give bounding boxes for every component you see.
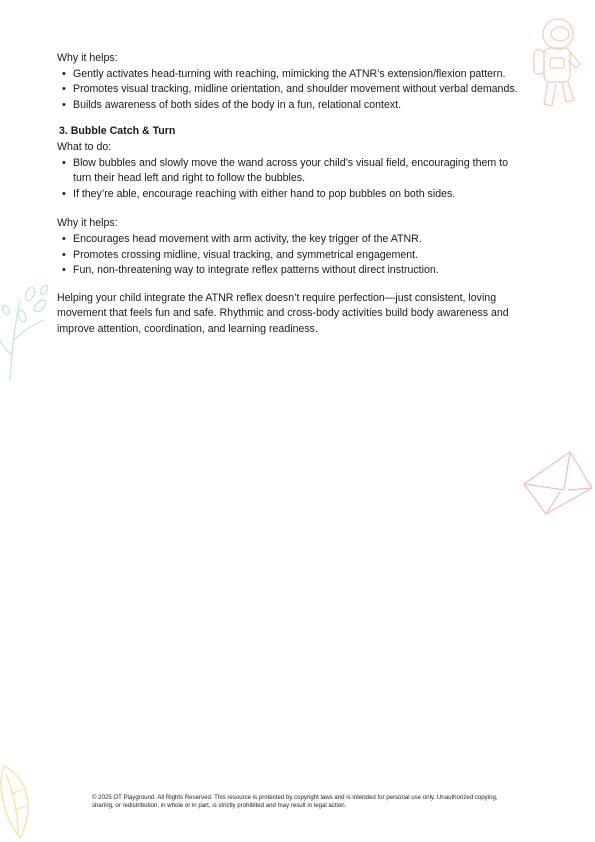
list-item: • If they’re able, encourage reaching with either hand to pop bubbles on both sides. [57,187,527,203]
why-it-helps-list [57,67,527,114]
list-item: • Blow bubbles and slowly move the wand across your child’s visual field, encouraging them to turn their head left and right to follow the bubbles. [57,156,527,187]
closing-paragraph: Helping your child integrate the ATNR reflex doesn’t require perfection—just consistent, loving movement that feels fun and safe. Rhythmic and cross-body activities build body awareness and improve attention, coordination, and learning readiness. [57,291,509,335]
why-it-helps-list [57,232,527,279]
plant-icon [0,280,50,380]
leaf-icon [0,760,40,842]
why-it-helps-label: Why it helps: [57,52,118,64]
what-to-do-label: What to do: [57,140,112,153]
list-item: • Encourages head movement with arm activity, the key trigger of the ATNR. [57,232,527,248]
why-it-helps-label: Why it helps: [57,217,118,230]
list-item: • Promotes crossing midline, visual tracking, and symmetrical engagement. [57,248,527,264]
list-item: • Builds awareness of both sides of the body in a fun, relational context. [57,98,527,114]
list-item: • Promotes visual tracking, midline orientation, and shoulder movement without verbal demands. [57,82,527,98]
envelope-icon [520,448,595,518]
astronaut-icon [520,12,590,112]
copyright-footer: © 2025 OT Playground. All Rights Reserved. This resource is protected by copyright laws and is intended for personal use only. Unauthorized copying, sharing, or redistribution, in whole or in part, is strictly prohibited and may result in legal action. [92,794,498,809]
main-content [57,51,527,338]
list-item: • Gently activates head-turning with reaching, mimicking the ATNR’s extension/flexion pattern. [57,67,527,83]
what-to-do-list [57,156,527,203]
section-heading: 3. Bubble Catch & Turn [59,125,176,138]
list-item: • Fun, non-threatening way to integrate reflex patterns without direct instruction. [57,263,527,279]
